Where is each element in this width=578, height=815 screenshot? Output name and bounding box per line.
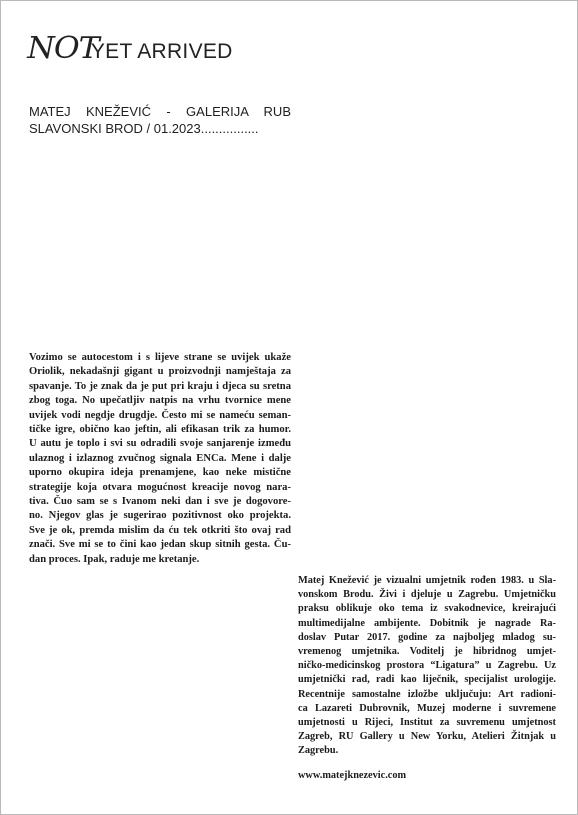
page-title (29, 31, 233, 71)
header-line-1: MATEJ KNEŽEVIĆ - GALERIJA RUB (29, 104, 291, 119)
essay-line: U autu je toplo i svi su odradili svoje sanjarenje između (29, 438, 291, 450)
bio-line: Matej Knežević je vizualni umjetnik rođen 1983. u Sla- (298, 575, 556, 586)
bio-line: ničko-medicinskog prostora “Ligatura” u Zagrebu. Uz (298, 660, 556, 672)
artist-bio (298, 574, 556, 759)
essay-line: ulaznog i izlaznog zvučnog signala ENCa. Mene i dalje (29, 452, 291, 464)
header-line-2: SLAVONSKI BROD / 01.2023................ (29, 121, 259, 136)
essay-line: Sve je ok, premda mislim da ću tek otkriti što ovaj rad (29, 524, 291, 536)
exhibition-header (29, 103, 291, 137)
bio-line: Zagrebu. (298, 745, 339, 757)
essay-line: Oriolik, nekadašnji gigant u proizvodnji namještaja za (29, 366, 291, 378)
bio-line: Recentnije samostalne izložbe uključuju: Art radioni- (298, 688, 556, 700)
essay-line: strategije koja otvara mogućnost kreacije novog nara- (29, 481, 291, 493)
bio-line: ca Lazareti Dubrovnik, Muzej moderne i suvremene (298, 702, 556, 714)
essay-text (29, 351, 291, 567)
website-link[interactable]: www.matejknezevic.com (298, 770, 407, 781)
essay-line: znači. Sve mi se to čini kao jedan skup sitnih gesta. Ču- (29, 539, 291, 551)
bio-line: multimedijalne ambijente. Dobitnik je nagrade Ra- (298, 617, 556, 629)
essay-line: Vozimo se autocestom i s lijeve strane se uvijek ukaže (29, 352, 291, 363)
title-caps-part: YET ARRIVED (90, 40, 233, 63)
bio-line: vonskom Brodu. Živi i djeluje u Zagrebu. Umjetničku (298, 589, 556, 601)
essay-line: tičke igre, obično kao jeftin, ali efikasan trik za humor. (29, 424, 291, 436)
essay-line: uporno okupira ideja prenamjene, kao neke mistične (29, 467, 291, 479)
essay-line: no. Njegov glas je sugerirao pozitivnost oko projekta. (29, 510, 291, 522)
bio-line: praksu oblikuje oko tema iz svakodnevice, kreirajući (298, 603, 556, 615)
title-script-part: NOT (27, 31, 99, 66)
bio-line: umjetnički rad, radi kao liječnik, specijalist urologije. (298, 674, 556, 686)
essay-line: spavanje. To je znak da je put pri kraju i djeca su sretna (29, 380, 291, 392)
essay-line: dan proces. Ipak, raduje me kretanje. (29, 553, 200, 565)
bio-line: vremenog umjetnika. Voditelj je hibridnog umjet- (298, 646, 556, 658)
bio-line: Zagreb, RU Gallery u New Yorku, Atelieri Žitnjak u (298, 731, 556, 743)
essay-line: uvijek vodi negdje drugdje. Često mi se nameću seman- (29, 409, 291, 421)
bio-line: doslav Putar 2017. godine za najboljeg mladog su- (298, 631, 556, 643)
essay-line: tiva. Čuo sam se s Ivanom neki dan i sve je dogovore- (29, 496, 291, 508)
essay-line: zbog toga. No upečatljiv natpis na vrhu tvornice mene (29, 395, 291, 407)
bio-line: umjetnosti u Rijeci, Institut za suvremenu umjetnost (298, 717, 556, 729)
